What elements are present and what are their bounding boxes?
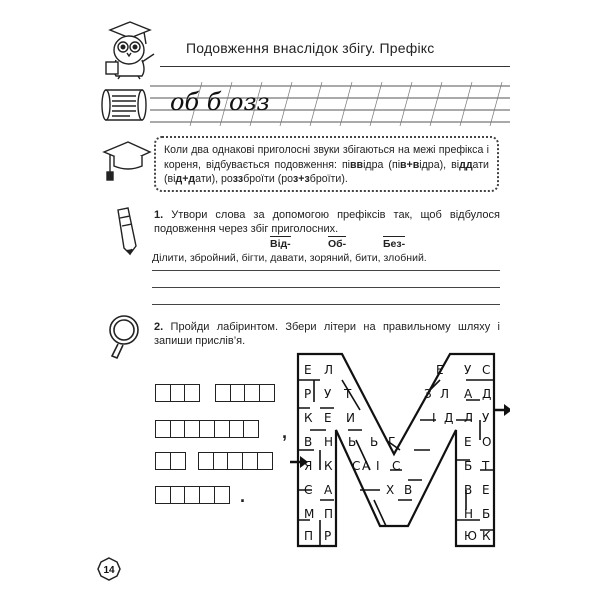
maze-letter: Ю — [464, 529, 477, 543]
answer-box[interactable] — [214, 486, 230, 504]
rule-text-2: ідра (пі — [363, 158, 401, 171]
prefix-bez: Без- — [383, 238, 406, 250]
answer-row-1[interactable] — [155, 384, 199, 402]
answer-box[interactable] — [257, 452, 273, 470]
answer-row-2[interactable] — [155, 420, 258, 438]
magnifier-icon — [104, 312, 146, 360]
rule-highlight-5: зз — [232, 173, 244, 185]
task1-number: 1. — [154, 209, 164, 221]
maze-letter: І — [432, 411, 436, 425]
maze-letter: С — [482, 363, 491, 377]
task2-text: Пройди лабіринтом. Збери літери на правильному шляху і запиши прислів’я. — [154, 321, 500, 347]
maze-letter: А — [464, 387, 473, 401]
maze-letter: Р — [304, 387, 312, 401]
answer-box[interactable] — [198, 452, 214, 470]
maze-letter: О — [482, 435, 492, 449]
page-title: Подовження внаслідок збігу. Префікс — [186, 40, 435, 56]
answer-box[interactable] — [155, 486, 171, 504]
maze-letter: С — [304, 483, 313, 497]
maze-letter: А — [362, 459, 371, 473]
rule-highlight-3: дд — [459, 158, 473, 171]
pen-icon — [110, 206, 144, 256]
rule-highlight-4: д+д — [175, 173, 196, 185]
page-number-badge — [97, 557, 121, 581]
maze-letter: Т — [344, 387, 352, 401]
rule-text-7: броїти). — [309, 173, 348, 185]
maze-letter: У — [324, 387, 332, 401]
maze-letter: Л — [324, 363, 334, 377]
answer-box[interactable] — [199, 486, 215, 504]
rule-text-6: броїти (ро — [243, 173, 294, 185]
maze-letter: Х — [386, 483, 395, 497]
rule-highlight-1: вв — [350, 158, 364, 171]
answer-line[interactable] — [152, 287, 500, 288]
answer-row-3b[interactable] — [198, 452, 272, 470]
task2-number: 2. — [154, 321, 164, 333]
maze-letter: М — [304, 507, 315, 521]
answer-row-3[interactable] — [155, 452, 184, 470]
answer-period: . — [240, 486, 246, 506]
prefix-vid: Від- — [270, 238, 291, 250]
letter-maze[interactable] — [290, 350, 510, 550]
rule-text-1: Коли два однакові приголосні звуки збігаються на межі префікса і кореня, відбувається подовження: пі — [164, 144, 489, 171]
title-underline — [160, 66, 510, 67]
task1-instruction — [154, 208, 500, 236]
answer-box[interactable] — [213, 452, 229, 470]
maze-letter: П — [324, 507, 334, 521]
maze-letter: Т — [482, 459, 490, 473]
answer-box[interactable] — [242, 452, 258, 470]
maze-letter: Р — [324, 529, 332, 543]
answer-box[interactable] — [214, 420, 230, 438]
maze-letter: К — [304, 411, 313, 425]
owl-teacher-icon — [100, 18, 158, 80]
task1-words: Ділити, збройний, бігти, давати, зоряний, бити, злобний. — [152, 252, 427, 264]
maze-letter: Е — [436, 363, 444, 377]
maze-letter: С — [392, 459, 401, 473]
maze-letter: Г — [388, 435, 396, 449]
rule-text-3: ідра), ві — [419, 158, 460, 171]
maze-letter: В — [304, 435, 313, 449]
answer-box[interactable] — [155, 452, 171, 470]
maze-letter: Л — [440, 387, 450, 401]
maze-letter: У — [482, 411, 490, 425]
rule-highlight-2: в+в — [400, 158, 420, 171]
maze-letter: П — [304, 529, 314, 543]
maze-letter: Е — [324, 411, 332, 425]
task1-text: Утвори слова за допомогою префіксів так, щоб відбулося подовження через збіг приголосних. — [154, 209, 500, 235]
maze-letter: С — [352, 459, 361, 473]
answer-box[interactable] — [199, 420, 215, 438]
scroll-icon — [100, 86, 150, 126]
answer-box[interactable] — [215, 384, 231, 402]
maze-letter: А — [324, 483, 333, 497]
answer-box[interactable] — [184, 384, 200, 402]
maze-letter: Я — [304, 459, 313, 473]
maze-letter: Е — [464, 435, 472, 449]
page-number: 14 — [103, 565, 115, 576]
answer-line[interactable] — [152, 270, 500, 271]
prefix-ob: Об- — [328, 238, 347, 250]
answer-box[interactable] — [244, 384, 260, 402]
answer-box[interactable] — [155, 420, 171, 438]
maze-letter: В — [404, 483, 413, 497]
rule-highlight-6: з+з — [293, 173, 310, 185]
maze-letter: Е — [304, 363, 312, 377]
answer-box[interactable] — [229, 420, 245, 438]
answer-box[interactable] — [170, 384, 186, 402]
maze-letter: У — [464, 363, 472, 377]
maze-letter: Л — [464, 411, 474, 425]
answer-box[interactable] — [227, 452, 243, 470]
calligraphy-sample: об б озз — [170, 88, 270, 116]
answer-box[interactable] — [230, 384, 246, 402]
maze-letter: И — [346, 411, 355, 425]
answer-line[interactable] — [152, 304, 500, 305]
answer-comma: , — [282, 422, 288, 442]
answer-box[interactable] — [170, 420, 186, 438]
maze-letter: Н — [464, 507, 474, 521]
maze-letter: Б — [464, 459, 473, 473]
maze-letter: Е — [482, 483, 490, 497]
maze-letter: З — [424, 387, 432, 401]
maze-letter: Д — [482, 387, 492, 401]
answer-row-1b[interactable] — [215, 384, 274, 402]
maze-letter: І — [376, 459, 380, 473]
calligraphy-lines — [150, 82, 510, 128]
maze-letter: К — [324, 459, 333, 473]
maze-letter: Б — [482, 507, 491, 521]
answer-box[interactable] — [170, 452, 186, 470]
task2-instruction — [154, 320, 500, 348]
answer-box[interactable] — [184, 486, 200, 504]
maze-letter: В — [464, 483, 473, 497]
rule-text-5: ати), ро — [195, 173, 233, 185]
answer-box[interactable] — [155, 384, 171, 402]
maze-letter: Ь — [370, 435, 379, 449]
answer-box[interactable] — [243, 420, 259, 438]
answer-box[interactable] — [259, 384, 275, 402]
graduation-cap-icon — [102, 138, 152, 182]
answer-row-4[interactable] — [155, 486, 229, 504]
maze-letter: К — [482, 529, 491, 543]
maze-letter: Н — [324, 435, 334, 449]
rule-callout — [154, 136, 499, 192]
maze-letter: Д — [444, 411, 454, 425]
rule-text-4: ати (ві — [164, 158, 489, 185]
answer-box[interactable] — [184, 420, 200, 438]
maze-letter: Ь — [348, 435, 357, 449]
answer-box[interactable] — [170, 486, 186, 504]
